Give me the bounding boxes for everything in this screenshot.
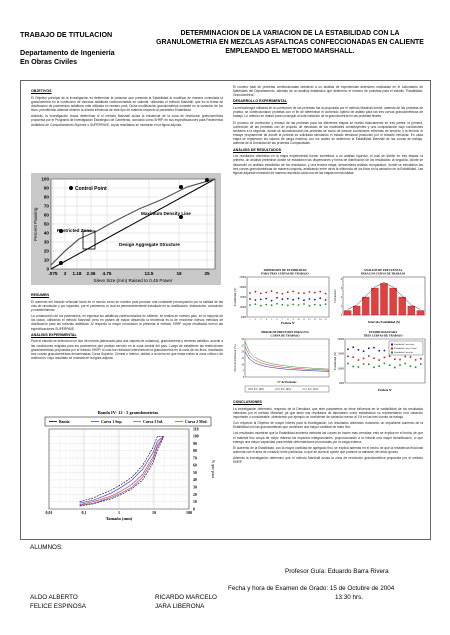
section-heading-objetivos: OBJETIVOS — [31, 89, 52, 93]
stability-point — [363, 363, 365, 365]
stability-point — [420, 363, 422, 365]
superpave-y-tick-label: 80 — [43, 194, 49, 200]
dispersion-point — [314, 304, 316, 306]
stability-point — [384, 363, 386, 365]
stability-point — [347, 363, 349, 365]
gradation-y-tick-label: 20 — [193, 492, 197, 497]
superpave-x-axis-label: Sieve Size (mm) Raised to 0.45 Power — [93, 278, 173, 283]
superpave-x-tick-label: 2.36 — [86, 271, 96, 276]
error-y-tick-label: 20 — [241, 350, 244, 354]
stability-legend-swatch — [391, 348, 393, 350]
dispersion-point — [271, 304, 273, 306]
gradation-y-ticks — [193, 427, 199, 511]
gradation-x-tick-label: 100 — [186, 510, 192, 515]
frequency-bar — [399, 297, 406, 315]
superpave-y-axis-label: Percent Passing — [33, 207, 38, 241]
superpave-x-tick-label: 4.75 — [102, 271, 112, 276]
paragraph-conclusiones-3: Los resultados muestran que la Estabilidad aumenta mientras las curvas se hacen más cerradas; esto se explica en el hecho de que el material fino ocupa de mejor manera los espacios intergranulares, proporcionando a la mezcla una mayor densificación, lo que entrega una mayor capacidad para resistir deformaciones provocadas por la carga externa. — [233, 431, 423, 444]
dispersion-x-tick-label: 7 — [281, 318, 284, 321]
dispersion-point — [260, 305, 262, 307]
gradation-y-axis-label: % que pasa — [211, 459, 216, 479]
control-point-marker-3 — [179, 185, 183, 189]
superpave-y-tick-label: 40 — [43, 230, 49, 236]
stability-legend — [391, 344, 417, 355]
dispersion-point — [276, 292, 278, 294]
superpave-y-tick-label: 60 — [43, 212, 49, 218]
students-label: ALUMNOS: — [30, 544, 63, 551]
stability-y-tick-label: 20000 — [337, 338, 344, 341]
dispersion-x-tick-label: 5 — [270, 318, 273, 321]
legend-label-max-density: Maximum Density Line — [141, 211, 191, 216]
superpave-y-tick-label: 0 — [46, 266, 49, 272]
error-legend — [248, 388, 319, 391]
dispersion-point — [282, 298, 284, 300]
paragraph-intro-right: El número total de probetas confeccionadas obedeció a un análisis de experiencias anteriores realizadas en el Laboratorio de Materiales del Departamento, además de un análisis estadístico que determinó el número de probetas para el estudio "Estabilidad-Granulometría". — [233, 85, 423, 98]
error-y-tick-label: 25 — [241, 344, 244, 348]
gradation-y-tick-label: 40 — [193, 478, 197, 483]
gradation-chart-title: Banda IV- 12 - 5 granulometrías — [97, 410, 159, 415]
error-y-tick-label: 30 — [241, 338, 244, 341]
stability-point — [410, 365, 412, 367]
dispersion-point — [271, 290, 273, 292]
dispersion-point — [249, 298, 251, 300]
dispersion-point — [309, 291, 311, 293]
gradation-x-ticks — [46, 510, 193, 515]
stability-point — [399, 364, 401, 366]
dispersion-point — [303, 292, 305, 294]
frequency-bar — [408, 306, 415, 315]
frequency-bar — [380, 284, 387, 316]
paragraph-objetivos-1: El Objetivo principal de la investigación es determinar la variación que presenta la Estabilidad al modificar de manera controlada la granulometría en la confección de mezclas asfálticas confeccionadas en caliente, utilizando el método Marshall, que es la forma de dosificación de pavimentos asfálticos más utilizada en nuestro país. Dicha modificación granulométrica consiste en la variación de los finos, permitiendo además obtener la directa influencia de este tipo de material respecto al parámetro Estabilidad. — [31, 95, 223, 113]
exam-time-label: 13:30 hrs. — [335, 594, 364, 601]
frequency-y-tick-label: 8 — [340, 278, 342, 281]
frequency-bar — [417, 311, 424, 316]
superpave-y-tick-label: 70 — [43, 203, 49, 209]
control-point-marker-2 — [59, 261, 63, 265]
dispersion-point — [325, 293, 327, 295]
dispersion-point — [276, 303, 278, 305]
paragraph-desarrollo-1: La metodología utilizada en la confección de las probetas fue la propuesta por el método Marshall donde, además de las probetas de prueba, se confeccionaron probetas con el fin de determinar el contenido óptimo de asfalto para las tres curvas granulométricas de trabajo. Lo anterior se realizó para conseguir la sola variación de la granulometría en las probetas finales. — [233, 106, 423, 119]
paragraph-conclusiones-5: Además la investigación determinó que el método Marshall acusa la zona de restricción granulométrica propuesta por el método SHRP. — [233, 456, 423, 465]
student-1-name: ALDO ALBERTO — [30, 594, 78, 601]
dispersion-y-axis-label: Estabilidad (N) — [233, 287, 237, 307]
document-title: DETERMINACION DE LA VARIACION DE LA ESTABILIDAD CON LA GRANULOMETRIA EN MEZCLAS ASFALTICAS CONFECCIONADAS EN CALIENTE EMPLEANDO EL METODO MARSHALL. — [156, 30, 424, 55]
gradation-x-tick-label: 10 — [152, 510, 156, 515]
stability-point — [358, 359, 360, 361]
stability-point — [373, 347, 375, 349]
error-legend-label: E.C. 90% — [281, 388, 292, 391]
dispersion-point — [314, 292, 316, 294]
dispersion-point — [303, 303, 305, 305]
frequency-chart-title-line2: PARA UNA CURVA DE TRABAJO — [360, 271, 406, 276]
legend-label-restricted-zone: Restricted Zone — [57, 228, 92, 233]
dispersion-point — [325, 303, 327, 305]
legend-label-design-structure: Design Aggregate Structure — [119, 242, 180, 247]
frequency-chart-title-line1: ANALISIS DE FRECUENCIA — [363, 268, 403, 272]
gradation-legend-label: Curva 1 Sup. — [101, 420, 123, 424]
stability-point — [399, 359, 401, 361]
thesis-label: TRABAJO DE TITULACION — [20, 30, 113, 39]
dispersion-point — [319, 291, 321, 293]
dispersion-point — [314, 299, 316, 301]
dispersion-x-tick-label: 9 — [292, 318, 294, 321]
superpave-x-tick-label: .075 — [48, 271, 58, 276]
left-column-bottom — [31, 291, 223, 362]
dispersion-y-tick-label: 15000 — [239, 296, 246, 299]
error-y-tick-label: 0 — [242, 376, 244, 379]
dispersion-y-tick-label: 10000 — [239, 306, 246, 309]
dispersion-point — [255, 303, 257, 305]
gradation-x-tick-label: 1 — [118, 510, 120, 515]
dispersion-point — [287, 298, 289, 300]
dispersion-x-tick-label: 11 — [302, 318, 306, 321]
dispersion-point — [282, 304, 284, 306]
superpave-x-tick-label: 3 — [63, 271, 67, 276]
control-point-marker-5 — [205, 178, 209, 182]
section-heading-resumen: RESUMEN — [31, 293, 49, 297]
gradation-y-tick-label: 100 — [193, 434, 199, 439]
paragraph-desarrollo-2: El proceso de confección y ensayo de las probetas para los diferentes etapas se realizó básicamente en tres partes: la primera, confección de las probetas con un proceso de mezclado de los materiales constituyentes y una compactación bajo condiciones similares a la segunda, donde se acondicionaron las probetas de modo de simular condiciones extremas de servicio; y la tercera, el ensaye propiamente tal donde la probeta es solicitada simulando el estado tensional producido por el tránsito vehicular. En cada etapa se registraron los valores de carga máxima; con los cuales se determinó la Estabilidad Marshall de las curvas de trabajo, además de la Densidad de las probetas Compactadas. — [233, 120, 423, 146]
frequency-histogram-chart — [333, 267, 427, 325]
legend-label-control-point: Control Point — [75, 186, 107, 192]
dispersion-point — [309, 298, 311, 300]
stability-point — [378, 350, 380, 352]
section-heading-desarrollo: DESARROLLO EXPERIMENTAL — [233, 99, 288, 104]
gradation-y-tick-label: 70 — [193, 456, 197, 461]
right-column-bottom — [233, 398, 423, 467]
superpave-x-tick-label: 25 — [204, 271, 210, 276]
student-2-block — [155, 593, 217, 611]
stability-point — [394, 367, 396, 369]
stability-point — [363, 358, 365, 360]
dispersion-point — [265, 298, 267, 300]
stability-point — [368, 355, 370, 357]
paragraph-resultados-1: Los resultados obtenidos en la etapa experimental fueron sometidos a un análisis riguroso, el cual se dividió en tres etapas: la primera, un análisis preliminar donde se estudiaron las dispersiones y forma de distribución de los resultados; la segunda, donde se desarrolló un análisis estadístico de los resultados, y una tercera etapa, denominada análisis comparativo, donde se estudiaron las tres curvas granulométricas de manera conjunta, analizando entre otros la influencia de los finos en la variación de la Estabilidad. Las figuras adjuntas muestran de manera resumida cada una de las etapas mencionadas. — [233, 154, 423, 175]
stability-legend-swatch — [391, 352, 393, 354]
stability-point — [415, 359, 417, 361]
stability-point — [352, 356, 354, 358]
dispersion-x-tick-label: 8 — [287, 318, 289, 321]
student-1-surname: FELICE ESPINOSA — [30, 603, 86, 611]
dispersion-point — [292, 304, 294, 306]
stability-chart-title-line1: ESTABILIDAD PARA — [368, 330, 398, 334]
error-x-axis-label: Nº de Probetas — [277, 380, 297, 384]
dispersion-point — [265, 304, 267, 306]
dispersion-point — [303, 299, 305, 301]
dispersion-point — [292, 299, 294, 301]
frequency-y-ticks — [341, 278, 343, 317]
student-2-surname: JARA LIBERONA — [155, 603, 205, 611]
stability-point — [352, 366, 354, 368]
gradation-y-tick-label: 30 — [193, 485, 197, 490]
dispersion-point — [319, 304, 321, 306]
paragraph-resumen-2: La construcción de los pavimentos, en especial los asfálticos confeccionados en caliente, se realiza en nuestro país, en la mayoría de los casos, utilizando el método Marshall; pero en países de mayor desarrollo la tendencia es la de encontrar nuevos métodos de dosificación para las mezclas asfálticas. Al respecto la mayor innovación la presenta el método SHRP cuyos resultados fueron las especificaciones SUPERPAVE. — [31, 314, 223, 331]
stability-three-curves-chart — [333, 329, 427, 395]
dispersion-point — [292, 291, 294, 293]
department-sub-label: En Obras Civiles — [20, 57, 78, 66]
stability-point — [378, 365, 380, 367]
dispersion-x-tick-label: 15 — [324, 318, 327, 321]
error-chart-title-line1: ERROR DE PRECISION PARA UNA — [261, 330, 309, 334]
dispersion-x-tick-label: 2 — [254, 318, 257, 321]
dispersion-point — [319, 297, 321, 299]
frequency-bar — [362, 297, 369, 315]
gradation-x-tick-label: 0,1 — [81, 510, 87, 515]
dispersion-point — [282, 293, 284, 295]
dispersion-x-tick-label: 10 — [297, 318, 300, 321]
stability-y-axis-label: Estabilidad (N) — [333, 351, 337, 371]
paragraph-objetivos-2: Además, la investigación busca determinar si el método Marshall acusa la existencia de la zona de restricción granulométrica propuesta por el Programa de Investigación Estratégico de Carreteras, conocido como SHRP, en sus especificaciones para Pavimentos Asfálticos de Comportamiento Superior o SUPERPAVE, cuyos resultados se muestran en la figura adjunta. — [31, 114, 223, 127]
poster-panel — [20, 80, 431, 540]
superpave-y-tick-label: 90 — [43, 185, 49, 191]
paragraph-conclusiones-2: Con respecto al Objetivo de mayor interés para la investigación, los resultados obtenidos mostraron un importante aumento de la Estabilidad con las granulometrías que contenían una mayor cantidad de árido fino. — [233, 421, 423, 430]
dispersion-point — [276, 297, 278, 299]
frequency-y-tick-label: 2 — [340, 305, 342, 308]
student-1-block — [30, 593, 86, 611]
stability-x-axis-label: Probeta Nº — [377, 388, 393, 392]
stability-point — [378, 359, 380, 361]
superpave-x-tick-label: 1.18 — [72, 271, 82, 276]
dispersion-x-tick-label: 3 — [260, 318, 262, 321]
dispersion-x-tick-label: 1 — [249, 318, 251, 321]
error-y-tick-label: 15 — [241, 357, 244, 360]
gradation-y-tick-label: 0 — [193, 507, 195, 512]
dispersion-point — [260, 293, 262, 295]
stability-point — [420, 358, 422, 360]
advisor-label: Profesor Guía: Eduardo Barra Rivera — [285, 568, 389, 575]
dispersion-y-tick-label: 5000 — [240, 316, 246, 319]
frequency-y-tick-label: 6 — [340, 287, 342, 290]
stability-legend-swatch — [391, 344, 393, 346]
dispersion-y-ticks — [240, 276, 247, 319]
gradation-y-tick-label: 80 — [193, 449, 197, 454]
student-2-name: RICARDO MARCELO — [155, 594, 217, 601]
stability-legend-label: Estabilidad Curva Central — [394, 348, 417, 350]
error-legend-label: E.C. 80% — [254, 388, 265, 391]
stability-point — [384, 357, 386, 359]
superpave-y-tick-label: 10 — [43, 257, 49, 263]
gradation-x-axis-label: Tamaño (mm) — [105, 516, 133, 521]
gradation-legend-label: Curva 2 Med. — [185, 420, 208, 424]
precision-error-chart — [233, 329, 331, 395]
frequency-x-axis-label: Intervalo Estabilidad (N) — [367, 320, 401, 324]
stability-point — [404, 356, 406, 358]
dispersion-x-axis-label: Probeta Nº — [280, 321, 296, 325]
superpave-y-tick-label: 30 — [43, 239, 49, 245]
stability-point — [352, 346, 354, 348]
superpave-x-tick-label: 19 — [176, 271, 182, 276]
dispersion-point — [249, 304, 251, 306]
stability-y-ticks — [338, 338, 345, 385]
error-y-ticks — [241, 338, 244, 379]
superpave-y-tick-label: 50 — [43, 221, 49, 227]
stability-point — [373, 366, 375, 368]
stability-chart-title-line2: TRES CURVAS DE TRABAJO — [363, 333, 403, 338]
stability-point — [368, 363, 370, 365]
stability-y-tick-label: 10000 — [337, 367, 344, 371]
dispersion-point — [298, 298, 300, 300]
section-heading-analisis: ANÁLISIS EXPERIMENTAL — [31, 332, 77, 337]
gradation-y-tick-label: 60 — [193, 463, 197, 468]
dispersion-point — [265, 292, 267, 294]
superpave-gradation-figure — [31, 173, 221, 285]
paragraph-conclusiones-1: La investigación determinó, respecto de la Densidad, que ante parámetros no tiene influencia en la variabilidad de los resultados obtenidos por el método Marshall, ya que tanto sus resultados de laboratorio como estadísticos no representaron una variación importante o considerable, obteniendo por ejemplo un coeficiente de variación menor al 1% en las tres curvas de trabajo. — [233, 406, 423, 419]
section-heading-resultados: ANÁLISIS DE RESULTADOS — [233, 147, 281, 152]
gradation-y-tick-label: 90 — [193, 441, 197, 446]
paragraph-resumen-1: El aumento del tránsito vehicular tanto en el mundo como en nuestro país produce una constante preocupación por la calidad de las vías de circulación y por supuesto, por el pavimento; el cual es permanentemente estudiado en su dosificación, elaboración, colocación y mantenimiento. — [31, 299, 223, 312]
dispersion-x-tick-label: 14 — [319, 318, 322, 321]
right-column-top — [233, 85, 423, 177]
frequency-bar — [371, 288, 378, 315]
dispersion-y-tick-label: 20000 — [239, 286, 246, 289]
stability-y-tick-label: 15000 — [337, 352, 344, 356]
frequency-bar — [353, 306, 360, 315]
stability-legend-label: Estabilidad Curva Inf. — [394, 352, 414, 354]
frequency-y-tick-label: 0 — [340, 314, 342, 317]
dispersion-point — [249, 292, 251, 294]
error-y-tick-label: 10 — [241, 363, 244, 367]
frequency-y-tick-label: 4 — [340, 296, 342, 299]
stability-point — [389, 355, 391, 357]
frequency-bar — [344, 311, 351, 316]
left-column-top — [31, 87, 223, 129]
stability-point — [347, 348, 349, 350]
exam-date-label: Fecha y hora de Examen de Grado: 15 de Octubre de 2004 — [228, 585, 395, 592]
dispersion-point — [255, 291, 257, 293]
frequency-y-axis-label: Frecuencia — [333, 289, 337, 303]
stability-legend-label: Estabilidad Curva Sup. — [394, 344, 415, 346]
dispersion-chart-title-line1: DISPERSION DE ESTABILIDAD — [263, 268, 307, 272]
gradation-y-tick-label: 50 — [193, 470, 197, 475]
superpave-y-tick-label: 100 — [41, 176, 49, 182]
stability-point — [358, 366, 360, 368]
dispersion-point — [309, 305, 311, 307]
header-left-block — [20, 30, 140, 66]
gradation-curves-figure — [37, 409, 219, 521]
gradation-y-tick-label: 10 — [193, 500, 197, 505]
dispersion-point — [271, 300, 273, 302]
stability-point — [384, 350, 386, 352]
stability-point — [389, 364, 391, 366]
stability-point — [358, 349, 360, 351]
dispersion-chart-title-line2: PARA TRES CURVAS DE TRABAJO — [261, 271, 309, 276]
gradation-x-tick-label: 0,01 — [45, 510, 53, 515]
dispersion-point — [260, 299, 262, 301]
stability-dispersion-chart — [233, 267, 331, 325]
superpave-x-tick-label: 12.5 — [144, 271, 154, 276]
dispersion-y-tick-label: 25000 — [239, 276, 246, 279]
department-label: Departamento de Ingeniería — [20, 48, 115, 57]
dispersion-x-tick-label: 13 — [313, 318, 316, 321]
error-y-axis-label: Error de Precisión (%) — [233, 344, 237, 372]
stability-point — [415, 366, 417, 368]
stability-point — [373, 357, 375, 359]
paragraph-conclusiones-4: El aumento de la Estabilidad, con la mayor cantidad de agregado fino, se explica además en el hecho de que la resistencia friccional aumenta con el área de contacto entre partículas, lo que se suma al aporte que produce la trabazón del árido grueso. — [233, 445, 423, 455]
gradation-legend-label: Curva 3 Inf. — [143, 420, 163, 424]
error-chart-title-line2: CURVA DE TRABAJO — [270, 333, 300, 338]
dispersion-x-tick-label: 6 — [276, 318, 278, 321]
error-y-tick-label: 5 — [242, 369, 244, 373]
stability-point — [347, 356, 349, 358]
dispersion-point — [255, 299, 257, 301]
frequency-bar — [390, 288, 397, 315]
stability-point — [368, 347, 370, 349]
dispersion-point — [325, 299, 327, 301]
dispersion-point — [298, 292, 300, 294]
section-heading-conclusiones: CONCLUSIONES — [233, 400, 262, 404]
dispersion-point — [287, 291, 289, 293]
dispersion-x-tick-label: 4 — [265, 318, 267, 321]
gradation-legend-label: Banda — [59, 420, 70, 424]
dispersion-point — [298, 304, 300, 306]
stability-point — [410, 356, 412, 358]
stability-point — [404, 363, 406, 365]
gradation-y-tick-label: 110 — [193, 427, 199, 432]
dispersion-point — [287, 305, 289, 307]
dispersion-x-tick-label: 12 — [308, 318, 311, 321]
superpave-y-tick-label: 20 — [43, 248, 49, 254]
error-legend-label: E.C. 95% — [308, 388, 319, 391]
stability-point — [363, 350, 365, 352]
stability-y-tick-label: 5000 — [338, 382, 344, 385]
stability-point — [394, 358, 396, 360]
legend-marker-control-point — [69, 186, 73, 190]
paragraph-analisis-1: Para el estudio se seleccionó un tipo de mezcla (adecuada para una carpeta de rodadura), granulometría y cemento asfáltico, acorde a las condiciones exigidas para los pavimentos que prestan servicio en la zona central del país. Luego de establecer las restricciones granulométricas propuestas por el método SHRP, lo cual fue realizado interviniendo la granulometría en la zona de los finos, resultando tres curvas granulométricas denominadas Curva Superior, Central e Inferior, debido a la forma en que éstas evitan la zona crítica o de restricción, cuyo resultado se muestra en la figura adjunta. — [31, 339, 223, 361]
